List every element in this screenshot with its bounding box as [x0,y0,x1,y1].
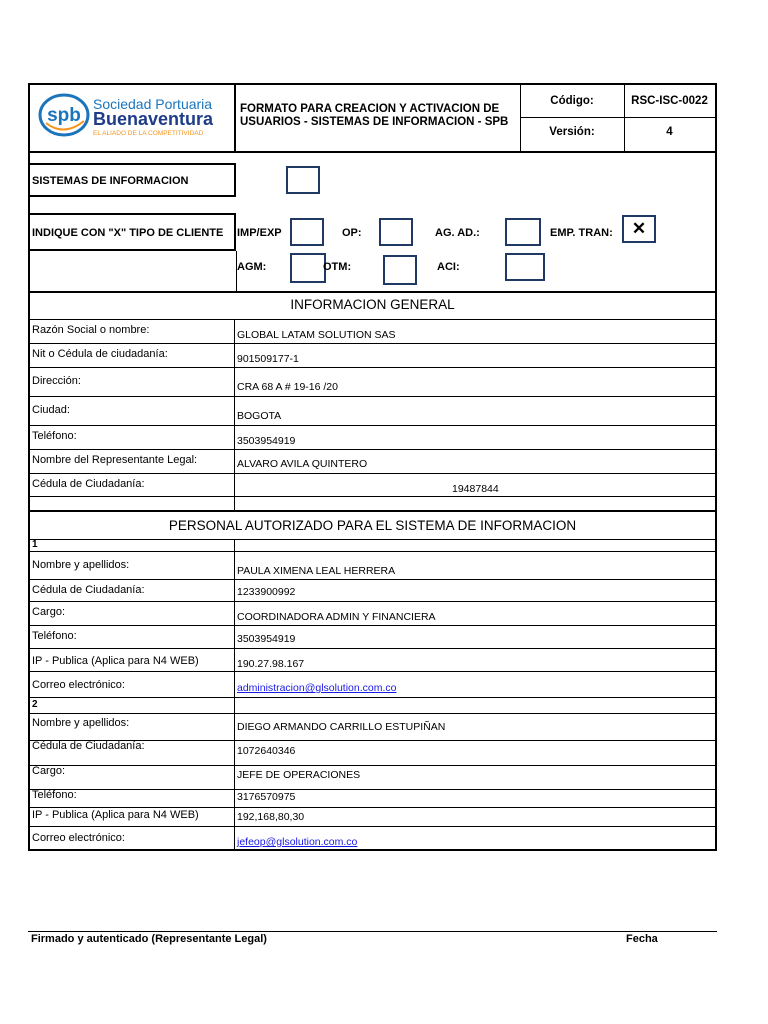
checkbox-aci[interactable] [505,253,545,281]
option-label-ag-ad: AG. AD.: [435,227,480,239]
person2-label-telefono: Teléfono: [32,789,77,801]
form-title: FORMATO PARA CREACION Y ACTIVACION DE USUARIOS - SISTEMAS DE INFORMACION - SPB [240,103,509,128]
option-label-otm: OTM: [323,261,352,273]
version-value: 4 [666,126,673,138]
general-label-ciudad: Ciudad: [32,404,70,416]
person1-label-cargo: Cargo: [32,606,66,618]
person-index: 2 [32,699,38,710]
person1-label-telefono: Teléfono: [32,630,77,642]
client-type-label-cell [30,213,236,251]
person1-label-ip: IP - Publica (Aplica para N4 WEB) [32,655,199,667]
general-value-telefono: 3503954919 [237,435,296,447]
person1-value-nombre: PAULA XIMENA LEAL HERRERA [237,565,396,577]
person1-value-cedula: 1233900992 [237,586,296,598]
person2-label-cargo: Cargo: [32,765,66,777]
code-value: RSC-ISC-0022 [631,95,708,107]
code-label: Código: [550,95,594,107]
general-label-nit: Nit o Cédula de ciudadanía: [32,348,168,360]
person2-email-link[interactable]: jefeop@glsolution.com.co [237,836,358,848]
checkbox-imp-exp[interactable] [290,218,324,246]
signature-label: Firmado y autenticado (Representante Legal) [31,933,267,945]
person2-label-ip: IP - Publica (Aplica para N4 WEB) [32,809,199,821]
date-label: Fecha [626,933,658,945]
person2-value-nombre: DIEGO ARMANDO CARRILLO ESTUPIÑAN [237,721,446,733]
general-label-cedula: Cédula de Ciudadanía: [32,478,145,490]
checkbox-ag-ad[interactable] [505,218,541,246]
option-label-imp-exp: IMP/EXP [237,227,282,239]
form-container [28,83,717,851]
general-label-razon: Razón Social o nombre: [32,324,150,336]
checkbox-emp-tran[interactable] [622,215,656,243]
person1-value-ip: 190.27.98.167 [237,658,305,670]
checkbox-otm[interactable] [383,255,417,285]
general-label-direccion: Dirección: [32,375,81,387]
person1-label-correo: Correo electrónico: [32,679,125,691]
person1-value-telefono: 3503954919 [237,633,296,645]
check-mark-icon: ✕ [631,219,647,238]
signature-line [28,931,717,932]
person1-label-cedula: Cédula de Ciudadanía: [32,584,145,596]
systems-checkbox[interactable] [286,166,320,194]
person1-value-cargo: COORDINADORA ADMIN Y FINANCIERA [237,611,436,623]
checkbox-agm[interactable] [290,253,326,283]
general-value-representante: ALVARO AVILA QUINTERO [237,458,368,470]
general-value-razon: GLOBAL LATAM SOLUTION SAS [237,329,396,341]
general-value-direccion: CRA 68 A # 19-16 /20 [237,381,338,393]
general-value-ciudad: BOGOTA [237,410,282,422]
version-label: Versión: [549,126,595,138]
person1-label-nombre: Nombre y apellidos: [32,559,130,571]
logo [38,91,228,143]
person2-label-nombre: Nombre y apellidos: [32,717,130,729]
general-label-representante: Nombre del Representante Legal: [32,454,198,466]
authorized-title: PERSONAL AUTORIZADO PARA EL SISTEMA DE INFORMACION [168,518,577,533]
person2-value-telefono: 3176570975 [237,791,296,803]
person2-value-ip: 192,168,80,30 [237,811,305,823]
option-label-aci: ACI: [437,261,460,273]
logo-tagline: EL ALIADO DE LA COMPETITIVIDAD [93,130,204,137]
person1-email-link[interactable]: administracion@glsolution.com.co [237,682,397,694]
person2-value-cedula: 1072640346 [237,745,296,757]
person-index: 1 [32,539,38,550]
client-type-label: INDIQUE CON "X" TIPO DE CLIENTE [32,227,224,239]
person2-label-correo: Correo electrónico: [32,832,125,844]
systems-label: SISTEMAS DE INFORMACION [32,175,189,187]
logo-mark: spb [47,105,81,126]
general-value-cedula: 19487844 [452,483,499,495]
option-label-op: OP: [342,227,362,239]
general-value-nit: 901509177-1 [237,353,299,365]
systems-label-cell [30,163,236,197]
option-label-agm: AGM: [237,261,267,273]
person2-value-cargo: JEFE DE OPERACIONES [237,769,361,781]
person2-label-cedula: Cédula de Ciudadanía: [32,740,145,752]
general-label-telefono: Teléfono: [32,430,77,442]
checkbox-op[interactable] [379,218,413,246]
option-label-emp-tran: EMP. TRAN: [550,227,613,239]
logo-line2: Buenaventura [93,109,214,129]
general-info-title: INFORMACION GENERAL [290,297,455,312]
logo-line1: Sociedad Portuaria [93,96,213,112]
spb-logo-icon [38,93,90,137]
